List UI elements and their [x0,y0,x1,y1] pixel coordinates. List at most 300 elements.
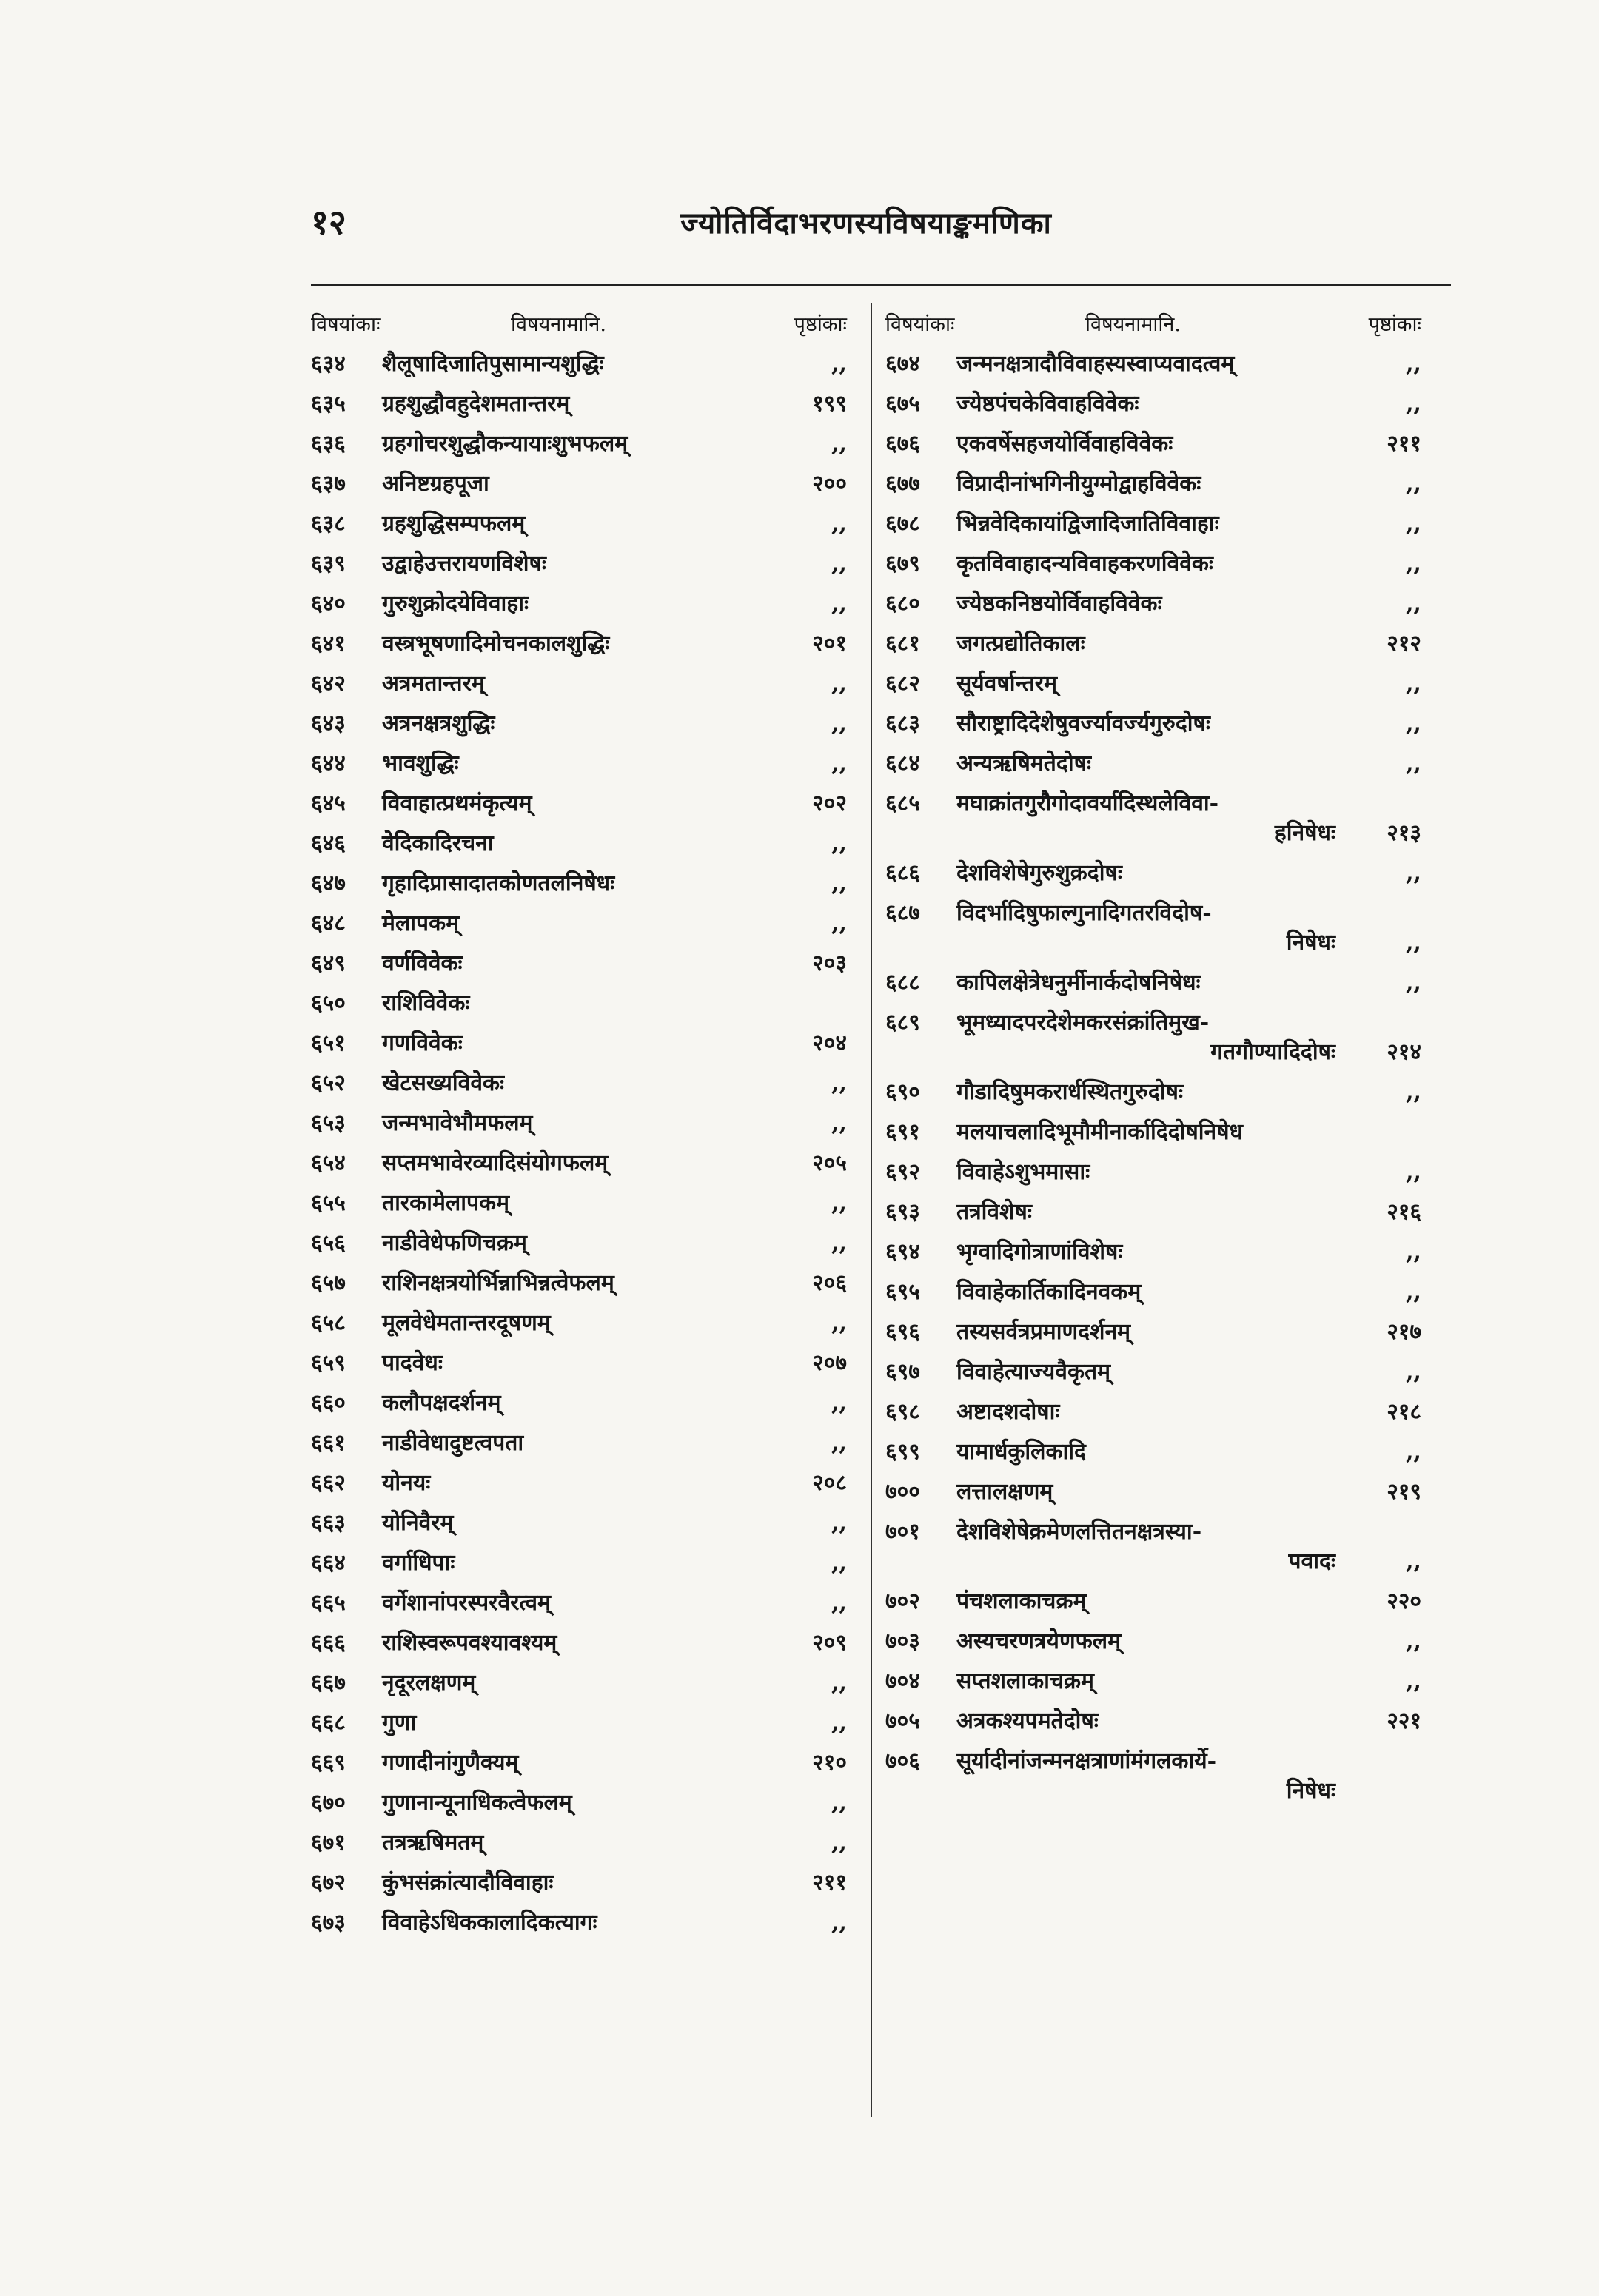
index-entry [885,1078,1421,1107]
index-entry [885,859,1421,888]
entry-title: वेदिकादिरचना [382,830,494,856]
entry-title: तस्यसर्वत्रप्रमाणदर्शनम् [956,1319,1131,1345]
entry-number: ६७६ [885,431,920,457]
header-page-label: पृष्ठांकाः [1368,313,1421,336]
index-entry [311,1149,847,1178]
entry-page: २०० [812,471,847,497]
index-entry [885,968,1421,998]
entry-page: १९९ [812,391,847,417]
entry-number: ६५५ [311,1190,346,1216]
entry-number: ६४९ [311,950,346,976]
entry-number: ६५१ [311,1030,346,1056]
entry-page: ,, [1406,1548,1421,1574]
entry-number: ७०६ [885,1748,920,1774]
entry-number: ६६४ [311,1550,346,1576]
entry-page: २११ [812,1870,847,1896]
index-entry [311,1269,847,1298]
index-entry [885,1477,1421,1507]
entry-number: ७०३ [885,1628,920,1654]
entry-title: जन्मभावेभौमफलम् [382,1110,533,1136]
index-entry [311,1708,847,1738]
entry-number: ६६२ [311,1470,346,1496]
entry-title: वर्गेशानांपरस्परवैरत्वम् [382,1590,551,1616]
index-entry [311,1788,847,1818]
entry-number: ६९६ [885,1319,920,1345]
index-entry [885,349,1421,379]
entry-title: राशिस्वरूपवश्यावश्यम् [382,1630,557,1656]
entry-title: ग्रहशुद्धौवहुदेशमतान्तरम् [382,391,570,417]
entry-number: ६९३ [885,1199,920,1225]
entry-number: ६४२ [311,671,346,696]
entry-number: ६९२ [885,1159,920,1185]
entry-page: ,, [831,1790,847,1816]
entry-page: ,, [831,711,847,736]
index-entry [311,749,847,779]
entry-page: ,, [1406,391,1421,417]
index-entry [311,549,847,579]
entry-number: ६८० [885,591,920,617]
index-entry [311,429,847,459]
index-entry [885,1238,1421,1267]
entry-title: यामार्धकुलिकादि [956,1439,1086,1465]
entry-page: २०१ [812,631,847,657]
entry-page: ,, [1406,1668,1421,1694]
entry-title: गृहादिप्रासादातकोणतलनिषेधः [382,870,615,896]
header-rule [311,284,1451,286]
entry-page: २०२ [812,790,847,816]
entry-number: ६९० [885,1079,920,1105]
entry-page: २११ [1387,431,1421,457]
header-page-label: पृष्ठांकाः [794,313,847,336]
entry-title: नृदूरलक्षणम् [382,1670,476,1696]
entry-title: राशिविवेकः [382,990,470,1016]
entry-page: ,, [1406,511,1421,537]
index-entry [885,1357,1421,1387]
entry-page: ,, [831,1510,847,1536]
index-entry [885,669,1421,699]
entry-number: ६४४ [311,751,346,776]
entry-page: ,, [1406,1628,1421,1654]
entry-number: ६६७ [311,1670,346,1696]
entry-number: ६३९ [311,551,346,577]
entry-number: ७०२ [885,1588,920,1614]
entry-title: कुंभसंक्रांत्यादौविवाहाः [382,1870,554,1896]
entry-title: तत्रऋषिमतम् [382,1830,484,1856]
index-entry [885,1667,1421,1696]
entry-number: ६६९ [311,1750,346,1776]
entry-number: ६५९ [311,1350,346,1376]
entry-number: ६९८ [885,1399,920,1425]
entry-title: तत्रविशेषः [956,1199,1032,1225]
entry-title: ज्येष्ठकनिष्ठयोर्विवाहविवेकः [956,591,1162,617]
entry-title: गुणा [382,1710,417,1736]
header-name-label: विषयनामानि. [511,313,606,336]
entry-number: ६८८ [885,970,920,996]
entry-number: ६८७ [885,900,920,926]
entry-number: ६७४ [885,351,920,377]
entry-number: ६४८ [311,910,346,936]
entry-page: ,, [831,551,847,577]
index-entry [885,1437,1421,1467]
index-entry [311,1189,847,1218]
index-entry [311,1069,847,1098]
entry-title: राशिनक्षत्रयोर्भिन्नाभिन्नत्वेफलम् [382,1270,614,1296]
entry-number: ६३५ [311,391,346,417]
entry-title: योनिवैरम् [382,1510,454,1536]
left-column-header [311,309,847,349]
entry-number: ७०४ [885,1668,920,1694]
entry-number: ६७० [311,1790,346,1816]
entry-page: ,, [831,751,847,776]
entry-title: अष्टादशदोषाः [956,1399,1060,1425]
header-number-label: विषयांकाः [311,313,381,336]
entry-title: सौराष्ट्रादिदेशेषुवर्ज्यावर्ज्यगुरुदोषः [956,711,1210,736]
entry-title: योनयः [382,1470,431,1496]
entry-page: ,, [831,1230,847,1256]
entry-title: भिन्नवेदिकायांद्विजादिजातिविवाहाः [956,511,1219,537]
entry-page: ,, [831,1910,847,1936]
entry-number: ६६६ [311,1630,346,1656]
entry-title: सप्तशलाकाचक्रम् [956,1668,1094,1694]
entry-title: मूलवेधेमतान्तरदूषणम् [382,1310,551,1336]
index-entry [311,1429,847,1458]
entry-number: ६७३ [311,1910,346,1936]
index-entry [885,1627,1421,1656]
entry-number: ६७१ [311,1830,346,1856]
index-entry [885,709,1421,739]
entry-page: २१४ [1387,1039,1421,1065]
entry-title: मलयाचलादिभूमौमीनार्कादिदोषनिषेध [956,1119,1243,1145]
entry-page: ,, [831,1110,847,1136]
entry-number: ६८४ [885,751,920,776]
running-title: ज्योतिर्विदाभरणस्यविषयाङ्कमणिका [680,206,1052,241]
entry-number: ७०५ [885,1708,920,1734]
entry-title: गौडादिषुमकरार्धस्थितगुरुदोषः [956,1079,1184,1105]
index-entry [885,1747,1421,1806]
page-header [311,198,1421,250]
entry-title: अत्रमतान्तरम् [382,671,485,696]
entry-title-continued: गतगौण्यादिदोषः [1210,1039,1335,1065]
entry-page: ,, [831,1710,847,1736]
entry-title: भूमध्यादपरदेशेमकरसंक्रांतिमुख- [956,1010,1210,1035]
index-entry [311,1109,847,1138]
entry-title: सप्तमभावेरव्यादिसंयोगफलम् [382,1150,609,1176]
entry-page: ,, [831,1590,847,1616]
index-entry [311,1628,847,1658]
entry-title: नाडीवेधादुष्टत्वपता [382,1430,524,1456]
entry-title: विवाहेऽधिककालादिकत्यागः [382,1910,597,1936]
index-entry [311,1588,847,1618]
entry-number: ६४१ [311,631,346,657]
entry-title: देशविशेषेक्रमेणलत्तितनक्षत्रस्या- [956,1519,1202,1545]
entry-page: ,, [831,1310,847,1336]
entry-title: मेलापकम् [382,910,460,936]
entry-number: ६६० [311,1390,346,1416]
entry-number: ६९७ [885,1359,920,1385]
entry-title: पंचशलाकाचक्रम् [956,1588,1087,1614]
entry-title: गुरुशुक्रोदयेविवाहाः [382,591,529,617]
index-entry [885,509,1421,539]
index-entry [311,629,847,659]
entry-page: ,, [1406,1079,1421,1105]
entry-title: वस्त्रभूषणादिमोचनकालशुद्धिः [382,631,610,657]
entry-number: ६८५ [885,790,920,816]
index-entry [311,1668,847,1698]
index-entry [311,1748,847,1778]
entry-number: ६६३ [311,1510,346,1536]
entry-page: ,, [1406,1159,1421,1185]
entry-number: ६६५ [311,1590,346,1616]
index-entry [311,669,847,699]
index-entry [885,589,1421,619]
entry-page: ,, [831,431,847,457]
entry-title: मघाक्रांतगुरौगोदावर्यादिस्थलेविवा- [956,790,1219,816]
entry-page: ,, [1406,930,1421,956]
entry-title: अनिष्टग्रहपूजा [382,471,489,497]
index-entry [311,1868,847,1898]
entry-page: ,, [1406,711,1421,736]
entry-title: गणविवेकः [382,1030,463,1056]
entry-page: ,, [1406,351,1421,377]
entry-page: ,, [831,830,847,856]
entry-page: ,, [831,1830,847,1856]
index-entry [885,1707,1421,1736]
index-entry [311,1508,847,1538]
entry-title: विदर्भादिषुफाल्गुनादिगतरविदोष- [956,900,1212,926]
entry-page: ,, [831,591,847,617]
entry-page: ,, [1406,751,1421,776]
entry-number: ६३७ [311,471,346,497]
index-entry [311,989,847,1018]
entry-title-continued: निषेधः [1286,1778,1335,1804]
entry-number: ६८१ [885,631,920,657]
entry-title: वर्गाधिपाः [382,1550,455,1576]
entry-page: ,, [1406,591,1421,617]
index-entry [311,349,847,379]
entry-title: तारकामेलापकम् [382,1190,510,1216]
entry-title: विवाहेऽशुभमासाः [956,1159,1090,1185]
entry-number: ६८९ [885,1010,920,1035]
entry-page: २२० [1387,1588,1421,1614]
entry-title-continued: पवादः [1288,1548,1335,1574]
index-entry [311,909,847,939]
entry-title: देशविशेषेगुरुशुक्रदोषः [956,860,1122,886]
entry-number: ६३४ [311,351,346,377]
entry-number: ६७७ [885,471,920,497]
index-entry [311,1908,847,1938]
entry-number: ७०१ [885,1519,920,1545]
entry-page: ,, [831,870,847,896]
index-entry [311,469,847,499]
entry-number: ६४५ [311,790,346,816]
entry-page: ,, [1406,1439,1421,1465]
index-entry [311,1229,847,1258]
entry-number: ६३८ [311,511,346,537]
entry-title-continued: निषेधः [1286,930,1335,956]
entry-title: अत्रनक्षत्रशुद्धिः [382,711,495,736]
entry-page: २१८ [1387,1399,1421,1425]
entry-title: विवाहात्प्रथमंकृत्यम् [382,790,532,816]
index-entry [311,509,847,539]
index-entry [885,789,1421,848]
entry-page: ,, [831,1390,847,1416]
entry-page: २१३ [1387,820,1421,846]
index-entry [885,1008,1421,1067]
entry-title: भावशुद्धिः [382,751,459,776]
entry-page: ,, [831,351,847,377]
entry-page: २०४ [812,1030,847,1056]
index-entry [885,469,1421,499]
entry-number: ६५२ [311,1070,346,1096]
index-entry [885,1587,1421,1617]
entry-title: उद्वाहेउत्तरायणविशेषः [382,551,546,577]
entry-page: २१२ [1387,631,1421,657]
entry-number: ६९४ [885,1239,920,1265]
entry-number: ६७५ [885,391,920,417]
entry-page: ,, [831,1430,847,1456]
index-entry [311,1468,847,1498]
entry-page: २०५ [812,1150,847,1176]
index-entry [311,949,847,979]
entry-title: वर्णविवेकः [382,950,463,976]
entry-page: २०३ [812,950,847,976]
entry-page: २१९ [1387,1479,1421,1505]
entry-number: ६४३ [311,711,346,736]
entry-number: ६८६ [885,860,920,886]
entry-page: २१७ [1387,1319,1421,1345]
entry-number: ६७८ [885,511,920,537]
entry-title: एकवर्षेसहजयोर्विवाहविवेकः [956,431,1173,457]
header-name-label: विषयनामानि. [1085,313,1181,336]
entry-number: ६८३ [885,711,920,736]
entry-page: ,, [1406,860,1421,886]
index-entry [885,899,1421,958]
index-entry [311,1828,847,1858]
entry-title: नाडीवेधेफणिचक्रम् [382,1230,527,1256]
entry-title: पादवेधः [382,1350,443,1376]
index-entry [311,1349,847,1378]
entry-number: ६५६ [311,1230,346,1256]
entry-title: ज्येष्ठपंचकेविवाहविवेकः [956,391,1139,417]
entry-number: ६९१ [885,1119,920,1145]
entry-page: २०९ [812,1630,847,1656]
entry-page: ,, [831,910,847,936]
entry-page: २१० [812,1750,847,1776]
index-entry [885,389,1421,419]
entry-title: अन्यऋषिमतेदोषः [956,751,1092,776]
index-entry [885,749,1421,779]
entry-title: जगत्प्रद्योतिकालः [956,631,1085,657]
entry-title: विवाहेत्याज्यवैकृतम् [956,1359,1111,1385]
index-entry [311,389,847,419]
index-entry [885,429,1421,459]
index-entry [885,549,1421,579]
entry-number: ६५७ [311,1270,346,1296]
entry-number: ६४० [311,591,346,617]
left-column [311,309,847,2130]
index-entry [311,829,847,859]
entry-title: लत्तालक्षणम् [956,1479,1053,1505]
index-entry [311,869,847,899]
entry-page: ,, [831,1190,847,1216]
entry-number: ६५३ [311,1110,346,1136]
entry-page: ,, [1406,970,1421,996]
entry-title: अस्यचरणत्रयेणफलम् [956,1628,1122,1654]
index-entry [885,1317,1421,1347]
header-number-label: विषयांकाः [885,313,955,336]
entry-title: सूर्यादीनांजन्मनक्षत्राणांमंगलकार्ये- [956,1748,1217,1774]
entry-title: विप्रादीनांभगिनीयुग्मोद्वाहविवेकः [956,471,1201,497]
right-column [885,309,1421,2130]
entry-page: ,, [831,511,847,537]
entry-page: २१६ [1387,1199,1421,1225]
index-entry [311,1389,847,1418]
entry-page: ,, [1406,471,1421,497]
entry-title: कृतविवाहादन्यविवाहकरणविवेकः [956,551,1213,577]
entry-page: ,, [831,671,847,696]
index-entry [311,589,847,619]
entry-title: कलौपक्षदर्शनम् [382,1390,501,1416]
entry-page: २०८ [812,1470,847,1496]
entry-title: सूर्यवर्षान्तरम् [956,671,1058,696]
column-divider [871,303,872,2117]
index-entry [885,1118,1421,1147]
entry-title: गणादीनांगुणैक्यम् [382,1750,519,1776]
entry-page: ,, [1406,671,1421,696]
entry-page: ,, [1406,1359,1421,1385]
entry-title: अत्रकश्यपमतेदोषः [956,1708,1099,1734]
index-entry [885,629,1421,659]
entry-number: ६७९ [885,551,920,577]
entry-number: ६४६ [311,830,346,856]
index-entry [885,1278,1421,1307]
entry-number: ६९९ [885,1439,920,1465]
index-entry [885,1158,1421,1187]
entry-title: खेटसख्यविवेकः [382,1070,505,1096]
right-column-header [885,309,1421,349]
entry-number: ७०० [885,1479,920,1505]
entry-page: ,, [831,1550,847,1576]
entry-number: ६५० [311,990,346,1016]
entry-number: ६९५ [885,1279,920,1305]
page-number: १२ [311,202,346,242]
entry-page: ,, [831,1670,847,1696]
entry-title: जन्मनक्षत्रादौविवाहस्यस्वाप्यवादत्वम् [956,351,1235,377]
entry-title: विवाहेकार्तिकादिनवकम् [956,1279,1142,1305]
entry-number: ६४७ [311,870,346,896]
index-entry [311,1029,847,1058]
entry-page: २०७ [812,1350,847,1376]
index-entry [311,1309,847,1338]
entry-number: ६५४ [311,1150,346,1176]
entry-title: गुणानान्यूनाधिकत्वेफलम् [382,1790,572,1816]
index-entry [885,1397,1421,1427]
entry-title: भृग्वादिगोत्राणांविशेषः [956,1239,1123,1265]
index-entry [311,789,847,819]
entry-title: ग्रहगोचरशुद्धौकन्यायाःशुभफलम् [382,431,628,457]
entry-title-continued: हनिषेधः [1274,820,1335,846]
entry-page: ,, [831,1070,847,1096]
entry-title: ग्रहशुद्धिसम्पफलम् [382,511,526,537]
entry-number: ६६१ [311,1430,346,1456]
entry-number: ६५८ [311,1310,346,1336]
entry-number: ६६८ [311,1710,346,1736]
entry-number: ६३६ [311,431,346,457]
entry-page: ,, [1406,1239,1421,1265]
entry-page: २०६ [812,1270,847,1296]
index-entry [885,1198,1421,1227]
entry-number: ६८२ [885,671,920,696]
